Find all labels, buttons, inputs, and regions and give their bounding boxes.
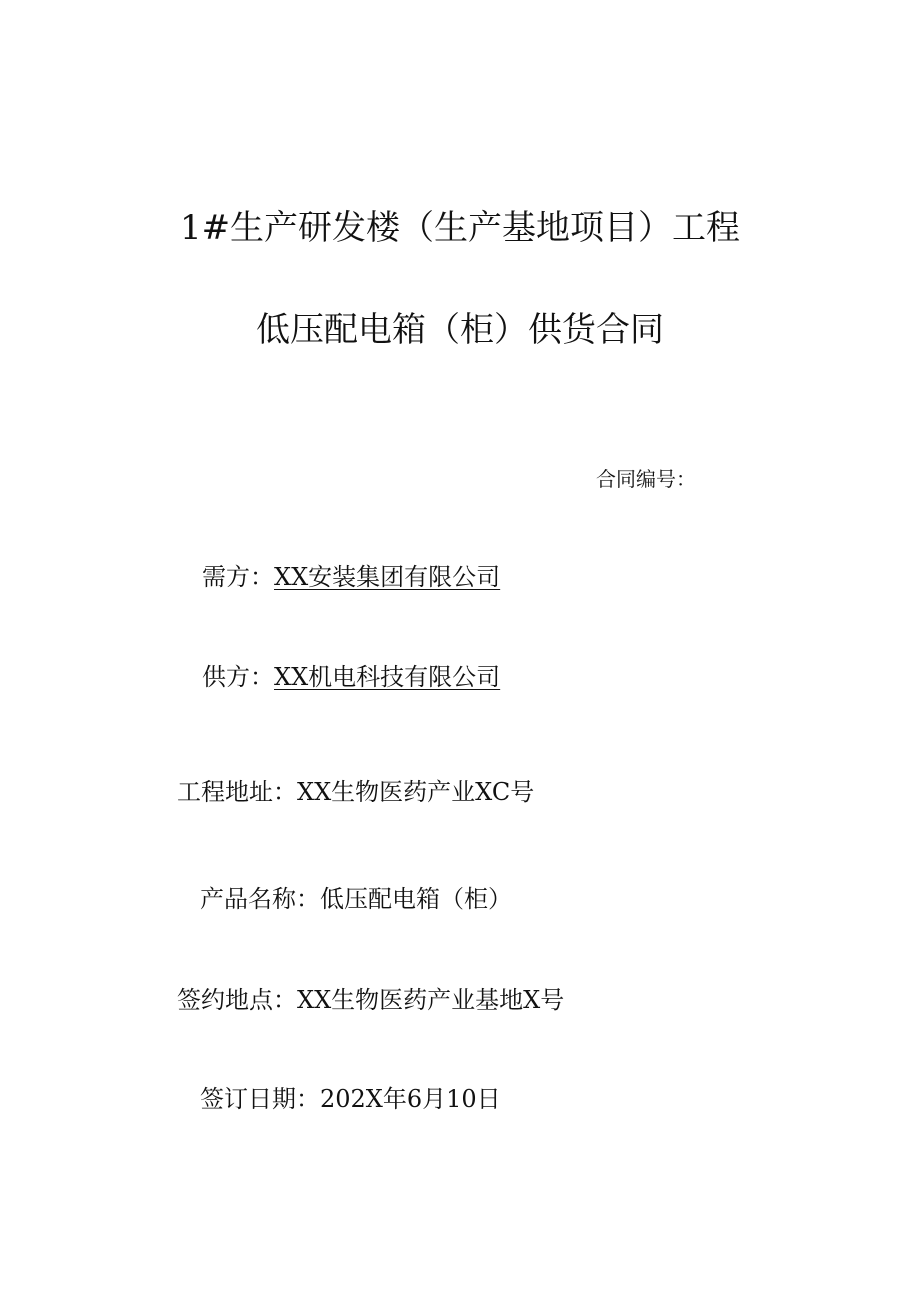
- signing-place-label: 签约地点：: [177, 986, 297, 1014]
- project-address-field: [177, 777, 534, 807]
- product-name-field: [200, 884, 512, 914]
- signing-place-field: [177, 985, 564, 1015]
- buyer-value: XX安装集团有限公司: [274, 563, 501, 591]
- product-name-label: 产品名称：: [200, 885, 320, 913]
- document-title-line-2: 低压配电箱（柜）供货合同: [256, 310, 664, 350]
- signing-date-value: 202X年6月10日: [320, 1085, 501, 1113]
- contract-number-label: 合同编号：: [596, 467, 696, 491]
- signing-place-value: XX生物医药产业基地X号: [297, 986, 565, 1014]
- signing-date-label: 签订日期：: [200, 1085, 320, 1113]
- supplier-label: 供方：: [202, 663, 274, 691]
- signing-date-field: [200, 1084, 501, 1114]
- product-name-value: 低压配电箱（柜）: [320, 885, 512, 913]
- buyer-label: 需方：: [202, 563, 274, 591]
- project-address-label: 工程地址：: [177, 778, 297, 806]
- document-title-line-1: 1#生产研发楼（生产基地项目）工程: [179, 208, 741, 248]
- project-address-value: XX生物医药产业XC号: [297, 778, 535, 806]
- buyer-field: [202, 562, 500, 592]
- contract-number: [596, 466, 696, 492]
- supplier-field: [202, 662, 500, 692]
- supplier-value: XX机电科技有限公司: [274, 663, 501, 691]
